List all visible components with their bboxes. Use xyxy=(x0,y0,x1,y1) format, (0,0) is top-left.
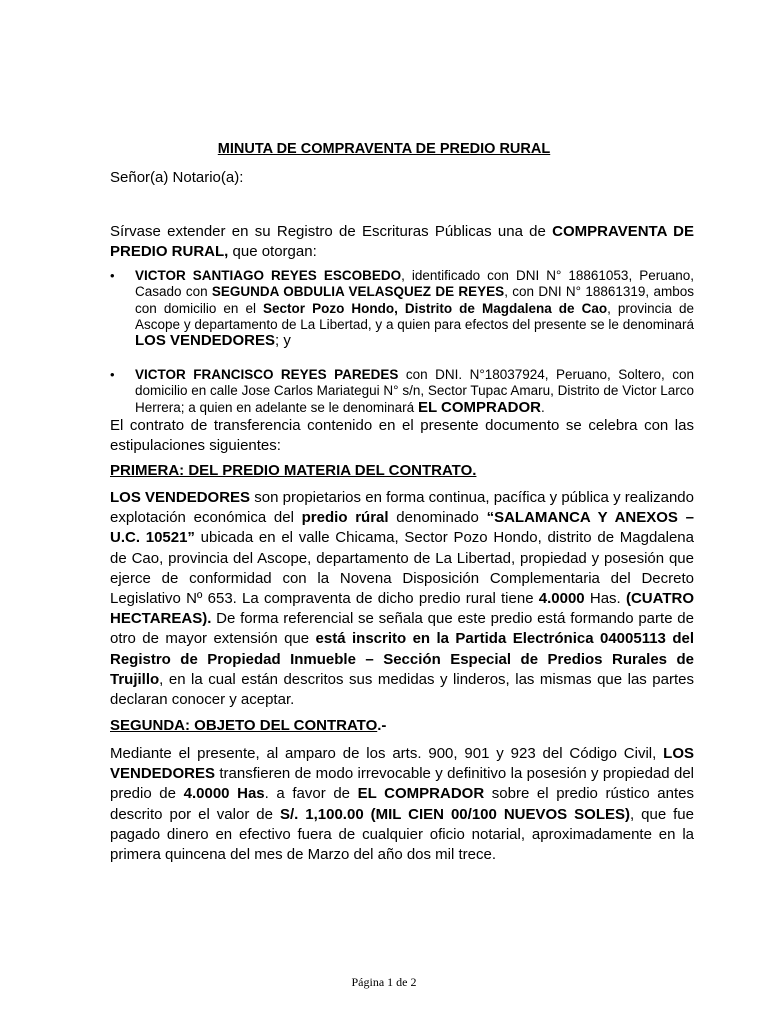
party-sellers xyxy=(135,268,694,349)
clause1-heading: PRIMERA: DEL PREDIO MATERIA DEL CONTRATO. xyxy=(110,462,477,479)
property-type: predio rúral xyxy=(301,509,389,527)
buyer-name: VICTOR FRANCISCO REYES PAREDES xyxy=(135,367,399,382)
property-name: “SALAMANCA Y ANEXOS – U.C. 10521” xyxy=(110,509,694,547)
clause2-text-4: sobre el predio rústico antes descrito por el valor de xyxy=(110,785,694,823)
clause1-text-1: son propietarios en forma continua, pacífica y pública y realizando explotación económica del xyxy=(110,489,694,527)
registry-reference: está inscrito en la Partida Electrónica 04005113 del Registro de Propiedad Inmueble – Sección Especial de Predios Rurales de Trujillo xyxy=(110,630,694,688)
party1-text-3: , provincia de Ascope y departamento de La Libertad, y a quien para efectos del presente se le denominará xyxy=(135,300,694,332)
sellers-label: LOS VENDEDORES xyxy=(110,489,251,506)
clause2-body xyxy=(110,744,694,865)
party2-text-1: con DNI. N°18037924, Peruano, Soltero, con domicilio en calle Jose Carlos Mariategui N° s/n, Sector Tupac Amaru, Distrito de Victor Larco Herrera; a quien en adelante se le denominará xyxy=(135,367,694,415)
clause2-heading-wrap xyxy=(110,717,386,734)
bullet-marker: • xyxy=(110,268,115,283)
salutation: Señor(a) Notario(a): xyxy=(110,169,244,186)
clause1-text-2: denominado xyxy=(388,509,487,527)
clause2-heading-suffix: .- xyxy=(377,717,387,734)
clause1-body xyxy=(110,488,694,710)
clause1-text-6: , en la cual están descritos sus medidas y linderos, las mismas que las partes declaran conocer y aceptar. xyxy=(110,670,694,709)
intro-text: Sírvase extender en su Registro de Escrituras Públicas una de xyxy=(110,223,553,240)
seller-spouse-name: SEGUNDA OBDULIA VELASQUEZ DE REYES xyxy=(211,284,505,300)
clause2-heading: SEGUNDA: OBJETO DEL CONTRATO xyxy=(110,717,378,734)
party-buyer xyxy=(135,367,694,416)
clause1-text-3: ubicada en el valle Chicama, Sector Pozo Hondo, distrito de Magdalena de Cao, provincia del Ascope, departamento de La Libertad, propiedad y posesión que ejerce de conformidad con la Novena Disposición Complementaria del Decreto Legislativo Nº 653. La compraventa de dicho predio rural tiene xyxy=(110,529,694,608)
intro-paragraph xyxy=(110,222,694,262)
clause2-text-5: , que fue pagado dinero en efectivo fuera de cualquier oficio notarial, aproximadamente en la primera quincena del mes de Marzo del año dos mil trece. xyxy=(110,805,694,864)
transfer-note: El contrato de transferencia contenido en el presente documento se celebra con las estipulaciones siguientes: xyxy=(110,417,694,454)
intro-contract-type: COMPRAVENTA DE PREDIO RURAL, xyxy=(110,223,694,261)
area-amount: 4.0000 Has xyxy=(183,785,265,803)
sale-price: S/. 1,100.00 (MIL CIEN 00/100 NUEVOS SOLES) xyxy=(279,805,630,823)
sellers-label: LOS VENDEDORES xyxy=(110,745,694,783)
sellers-label: LOS VENDEDORES xyxy=(135,332,276,350)
property-area: 4.0000 xyxy=(538,590,585,608)
page-number: Página 1 de 2 xyxy=(351,975,417,989)
clause2-text-2: transfieren de modo irrevocable y definitivo la posesión y propiedad del predio de xyxy=(110,765,694,803)
party2-text-2: . xyxy=(541,399,545,415)
document-title: MINUTA DE COMPRAVENTA DE PREDIO RURAL xyxy=(217,141,551,157)
bullet-marker: • xyxy=(110,367,115,382)
intro-text-end: que otorgan: xyxy=(228,243,317,261)
buyer-label: EL COMPRADOR xyxy=(417,398,541,416)
clause1-text-5: De forma referencial se señala que este predio está formando parte de otro de mayor extensión que xyxy=(110,610,694,648)
seller-address: Sector Pozo Hondo, Distrito de Magdalena de Cao xyxy=(263,300,608,316)
clause2-text-3: . a favor de xyxy=(264,785,358,803)
party1-text-4: ; y xyxy=(275,332,291,350)
buyer-label: EL COMPRADOR xyxy=(357,785,485,803)
property-area-words: (CUATRO HECTAREAS). xyxy=(110,590,694,628)
clause1-text-4: Has. xyxy=(584,590,626,608)
seller-name: VICTOR SANTIAGO REYES ESCOBEDO xyxy=(135,268,402,283)
party1-text-2: , con DNI N° 18861319, ambos con domicilio en el xyxy=(135,284,694,316)
party1-text-1: , identificado con DNI N° 18861053, Peruano, Casado con xyxy=(135,268,694,300)
clause2-text-1: Mediante el presente, al amparo de los arts. 900, 901 y 923 del Código Civil, xyxy=(110,745,664,762)
